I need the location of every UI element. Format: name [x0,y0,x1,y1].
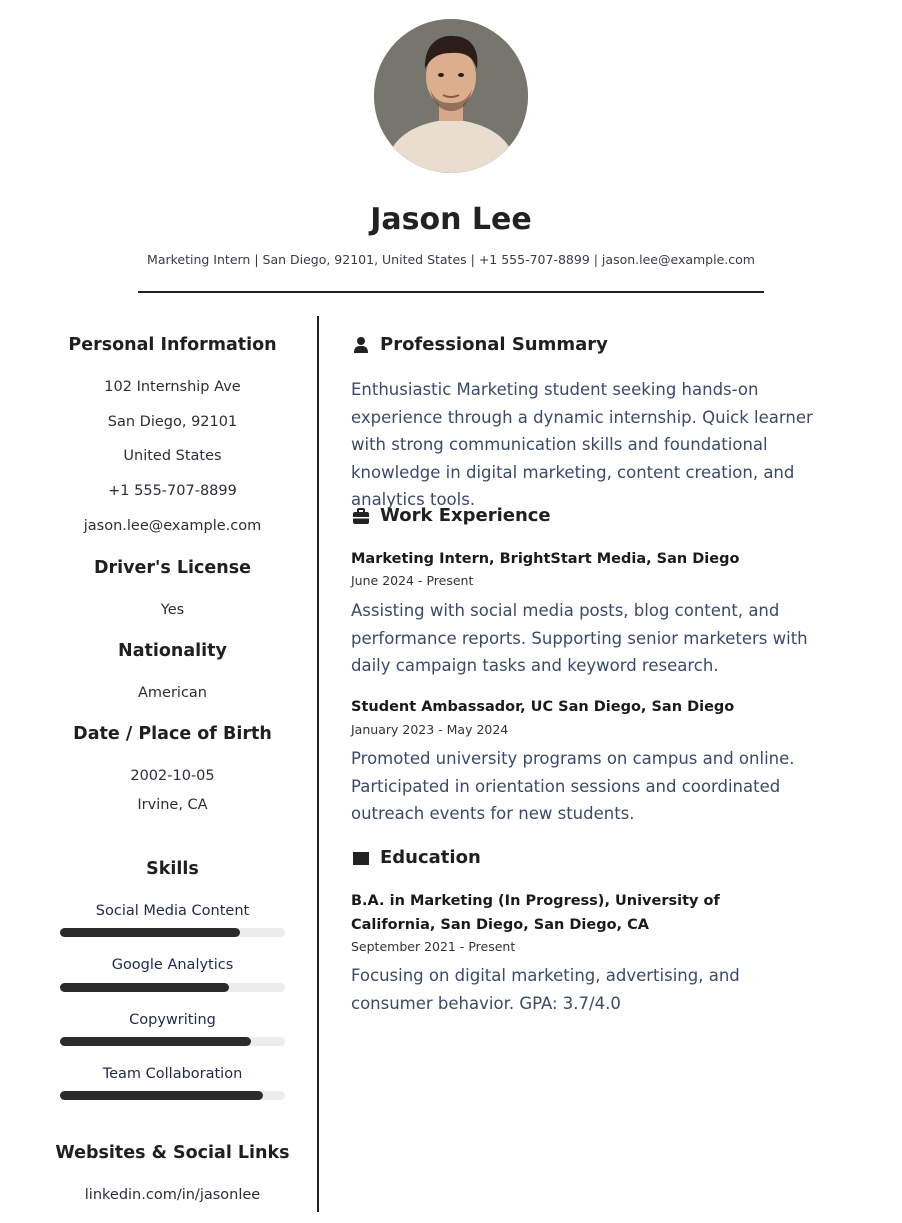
links-heading: Websites & Social Links [55,1143,290,1163]
degree-title: B.A. in Marketing (In Progress), University of California, San Diego, San Diego, CA [351,893,720,933]
candidate-name: Jason Lee [370,202,532,237]
education-heading [352,846,481,870]
birth-place: Irvine, CA [137,797,208,813]
education-heading-text: Education [380,847,481,868]
column-divider [317,316,319,1212]
work-heading-text: Work Experience [380,505,551,526]
book-icon [352,849,370,867]
profile-photo [374,19,528,173]
job-title: Marketing Intern, BrightStart Media, San Diego [351,551,740,567]
summary-text: Enthusiastic Marketing student seeking hands-on experience through a dynamic internship. Quick learner with strong communication skills and foundational knowledge in digital marketing, content creation, and analytics tools. [351,380,813,509]
job-dates: January 2023 - May 2024 [351,722,509,737]
skill-bar-fill [60,928,240,937]
contact-line: Marketing Intern | San Diego, 92101, United States | +1 555-707-8899 | jason.lee@example.com [147,252,755,267]
linkedin-link[interactable]: linkedin.com/in/jasonlee [84,1187,261,1203]
job-title: Student Ambassador, UC San Diego, San Diego [351,699,735,715]
work-heading [352,504,551,528]
header-divider [138,291,764,293]
address-line: 102 Internship Ave [104,379,241,395]
phone-line: +1 555-707-8899 [108,483,237,499]
license-heading: Driver's License [93,558,252,578]
skill-label: Copywriting [129,1012,216,1028]
skill-bar [60,928,285,937]
job-description: Promoted university programs on campus and online. Participated in orientation sessions and coordinated outreach events for new students. [351,749,795,823]
skill-label: Team Collaboration [102,1066,243,1082]
city-line: San Diego, 92101 [107,414,238,430]
job-dates: June 2024 - Present [351,573,474,588]
skill-bar [60,983,285,992]
birth-heading: Date / Place of Birth [73,724,272,744]
skills-heading: Skills [146,859,199,879]
skill-bar [60,1091,285,1100]
briefcase-icon [352,507,370,525]
country-line: United States [123,448,222,464]
summary-heading [352,333,608,357]
skill-bar [60,1037,285,1046]
personal-info-heading: Personal Information [68,335,277,355]
email-line: jason.lee@example.com [83,518,262,534]
skill-label: Google Analytics [111,957,234,973]
skill-bar-fill [60,983,229,992]
license-value: Yes [160,602,185,618]
nationality-heading: Nationality [118,641,227,661]
birth-date: 2002-10-05 [130,768,215,784]
summary-heading-text: Professional Summary [380,334,608,355]
user-icon [352,336,370,354]
job-description: Assisting with social media posts, blog content, and performance reports. Supporting senior marketers with daily campaign tasks and keyword research. [351,601,808,675]
degree-dates: September 2021 - Present [351,939,516,954]
nationality-value: American [137,685,207,701]
skill-label: Social Media Content [95,903,250,919]
skill-bar-fill [60,1037,251,1046]
skill-bar-fill [60,1091,263,1100]
education-description: Focusing on digital marketing, advertising, and consumer behavior. GPA: 3.7/4.0 [351,966,740,1013]
